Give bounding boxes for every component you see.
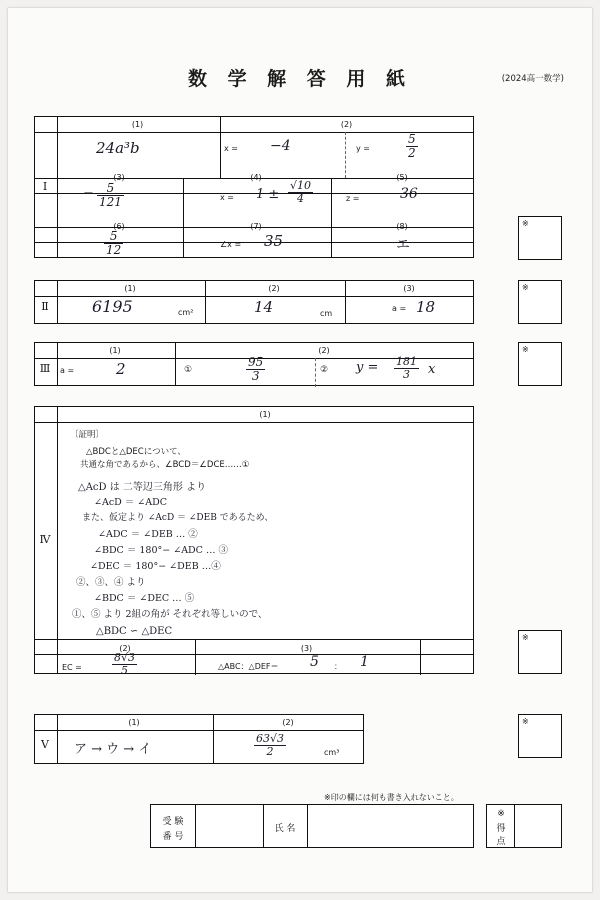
divider xyxy=(195,805,196,847)
score-box-2 xyxy=(518,280,562,324)
answer-3-2-mark-1: ① xyxy=(184,365,193,375)
answer-1-6-numerator: 5 xyxy=(109,229,118,243)
answer-3-1: 2 xyxy=(116,360,126,378)
answer-1-2-y-label: y = xyxy=(356,144,370,153)
proof-hand-line-4: ∠ADC ＝ ∠DEB … ② xyxy=(98,529,198,540)
answer-2-1-unit: cm² xyxy=(178,308,194,317)
section-1-header-q1: (1) xyxy=(131,120,144,129)
answer-4-2-numerator: 8√3 xyxy=(114,651,136,664)
divider xyxy=(315,358,316,387)
divider xyxy=(35,422,473,423)
answer-1-7: 35 xyxy=(264,232,284,250)
proof-hand-line-7: ②、③、④ より xyxy=(76,577,146,588)
answer-5-2 xyxy=(254,733,286,757)
answer-5-1: ア → ウ → イ xyxy=(74,742,152,757)
divider xyxy=(331,178,332,227)
section-roman-1: Ⅰ xyxy=(42,180,48,193)
answer-4-2-denominator: 5 xyxy=(112,664,137,677)
proof-hand-line-10: △BDC ∽ △DEC xyxy=(96,626,173,637)
section-5-header-q1: (1) xyxy=(128,718,140,727)
proof-printed-line-1: △BDCと△DECについて、 xyxy=(86,447,186,457)
answer-1-4-lead: 1 ± xyxy=(256,187,280,202)
divider xyxy=(420,639,421,675)
section-1-header-q6: (6) xyxy=(113,222,125,231)
total-score-label-line2: 点 xyxy=(496,837,506,847)
answer-1-6-denominator: 12 xyxy=(106,242,122,257)
answer-5-2-numerator: 63√3 xyxy=(256,732,285,745)
section-2-header-q2: (2) xyxy=(268,284,280,293)
answer-1-2-y-numerator: 5 xyxy=(408,132,416,146)
score-box-3 xyxy=(518,342,562,386)
proof-hand-line-3: また、仮定より ∠AcD ＝ ∠DEB であるため、 xyxy=(82,513,274,523)
score-box-5 xyxy=(518,714,562,758)
answer-1-5-label: z = xyxy=(346,194,360,203)
answer-3-2-first-denominator: 3 xyxy=(246,369,265,383)
proof-label: 〔証明〕 xyxy=(70,430,105,440)
divider xyxy=(35,654,473,655)
answer-2-3-label: a = xyxy=(392,304,407,313)
answer-3-2-mark-2: ② xyxy=(320,365,329,375)
answer-4-3-label: △ABC：△DEF＝ xyxy=(218,662,279,671)
answer-1-7-label: ∠x = xyxy=(220,240,242,249)
year-note: (2024高一数学) xyxy=(501,74,564,84)
proof-hand-line-2: ∠AcD ＝ ∠ADC xyxy=(94,497,168,508)
answer-5-2-unit: cm³ xyxy=(324,748,340,757)
answer-3-2-second-tail: x xyxy=(428,362,436,377)
footer-id-block xyxy=(150,804,474,848)
exam-number-label-line1: 受 験 xyxy=(162,817,184,827)
answer-5-2-denominator: 2 xyxy=(254,745,286,758)
section-1-header-q8: (8) xyxy=(396,222,408,231)
section-roman-2: Ⅱ xyxy=(41,300,49,313)
section-4-header-q1: (1) xyxy=(259,410,271,419)
divider xyxy=(307,805,308,847)
answer-3-2-second-fraction xyxy=(394,356,419,380)
proof-hand-line-1: △AcD は 二等辺三角形 より xyxy=(78,482,207,493)
answer-1-2-y-denominator: 2 xyxy=(408,145,416,160)
answer-1-3 xyxy=(97,182,124,208)
section-roman-3: Ⅲ xyxy=(39,362,51,375)
section-3-header-q1: (1) xyxy=(109,346,121,355)
section-5-header-q2: (2) xyxy=(282,718,294,727)
section-4-header-q2: (2) xyxy=(119,644,131,653)
answer-1-2-x-label: x = xyxy=(224,144,238,153)
score-box-mark: ※ xyxy=(522,283,529,292)
answer-3-2-first xyxy=(246,356,265,382)
section-1-header-q4: (4) xyxy=(250,173,262,182)
answer-1-2-x: −4 xyxy=(270,138,291,154)
score-box-mark: ※ xyxy=(522,633,529,642)
answer-1-6 xyxy=(104,230,123,256)
answer-1-3-numerator: 5 xyxy=(106,181,115,195)
answer-1-8: エ xyxy=(396,237,410,253)
answer-3-2-second-denominator: 3 xyxy=(394,368,419,381)
section-2-header-q3: (3) xyxy=(403,284,415,293)
divider xyxy=(183,227,184,258)
divider xyxy=(331,227,332,258)
answer-1-4-denominator: 4 xyxy=(288,192,313,205)
answer-2-2-unit: cm xyxy=(320,309,333,318)
answer-2-2: 14 xyxy=(254,298,274,316)
footer-note: ※印の欄には何も書き入れないこと。 xyxy=(324,793,459,802)
section-1-header-q3: (3) xyxy=(113,173,125,182)
divider xyxy=(345,132,346,178)
section-roman-4: Ⅳ xyxy=(39,533,51,546)
proof-printed-line-2: 共通な角であるから、∠BCD＝∠DCE……① xyxy=(80,460,250,470)
section-1-header-q7: (7) xyxy=(250,222,262,231)
score-box-mark: ※ xyxy=(522,345,529,354)
answer-1-4-numerator: √10 xyxy=(290,179,312,192)
score-box-1 xyxy=(518,216,562,260)
answer-1-1: 24a³b xyxy=(96,139,140,157)
answer-1-4-fraction xyxy=(288,180,313,204)
proof-hand-line-8: ∠BDC ＝ ∠DEC … ⑤ xyxy=(94,593,195,604)
divider xyxy=(57,117,58,257)
answer-4-2-label: EC = xyxy=(62,663,82,672)
score-box-mark: ※ xyxy=(522,717,529,726)
answer-3-2-second-lead: y = xyxy=(356,360,379,375)
total-score-mark: ※ xyxy=(497,809,505,819)
divider xyxy=(57,407,58,673)
section-1-header-q2: (2) xyxy=(340,120,353,129)
answer-1-2-y xyxy=(406,133,418,159)
answer-2-3: 18 xyxy=(416,298,436,316)
answer-4-3-left: 5 xyxy=(310,654,319,670)
total-score-label-line1: 得 xyxy=(496,824,506,834)
divider xyxy=(183,178,184,227)
proof-hand-line-5: ∠BDC ＝ 180°− ∠ADC … ③ xyxy=(94,545,228,556)
answer-4-2 xyxy=(112,652,137,676)
answer-1-4-label: x = xyxy=(220,193,234,202)
score-box-4 xyxy=(518,630,562,674)
answer-1-3-denominator: 121 xyxy=(99,194,122,209)
exam-number-label-line2: 番 号 xyxy=(162,832,184,842)
answer-1-5: 36 xyxy=(400,186,418,202)
section-1-header-q5: (5) xyxy=(396,173,408,182)
section-3-header-q2: (2) xyxy=(318,346,330,355)
answer-1-3-sign: − xyxy=(83,186,94,201)
section-roman-5: Ⅴ xyxy=(41,738,49,751)
answer-3-1-label: a = xyxy=(60,366,75,375)
divider xyxy=(514,804,515,848)
section-4-header-q3: (3) xyxy=(300,644,313,653)
answer-4-3-colon: ： xyxy=(334,662,342,671)
answer-sheet-page xyxy=(8,8,592,892)
section-2-header-q1: (1) xyxy=(124,284,136,293)
page-title: 数 学 解 答 用 紙 xyxy=(187,68,413,90)
answer-3-2-first-numerator: 95 xyxy=(248,355,264,369)
divider xyxy=(35,639,473,640)
answer-4-3-right: 1 xyxy=(360,654,369,670)
divider xyxy=(35,730,363,731)
name-label: 氏 名 xyxy=(274,824,296,834)
answer-2-1: 6195 xyxy=(92,297,133,316)
score-box-mark: ※ xyxy=(522,219,529,228)
proof-hand-line-9: ①、⑤ より 2組の角が それぞれ等しいので、 xyxy=(72,609,268,620)
answer-3-2-second-numerator: 181 xyxy=(396,355,417,368)
proof-hand-line-6: ∠DEC ＝ 180°− ∠DEB …④ xyxy=(90,561,221,572)
